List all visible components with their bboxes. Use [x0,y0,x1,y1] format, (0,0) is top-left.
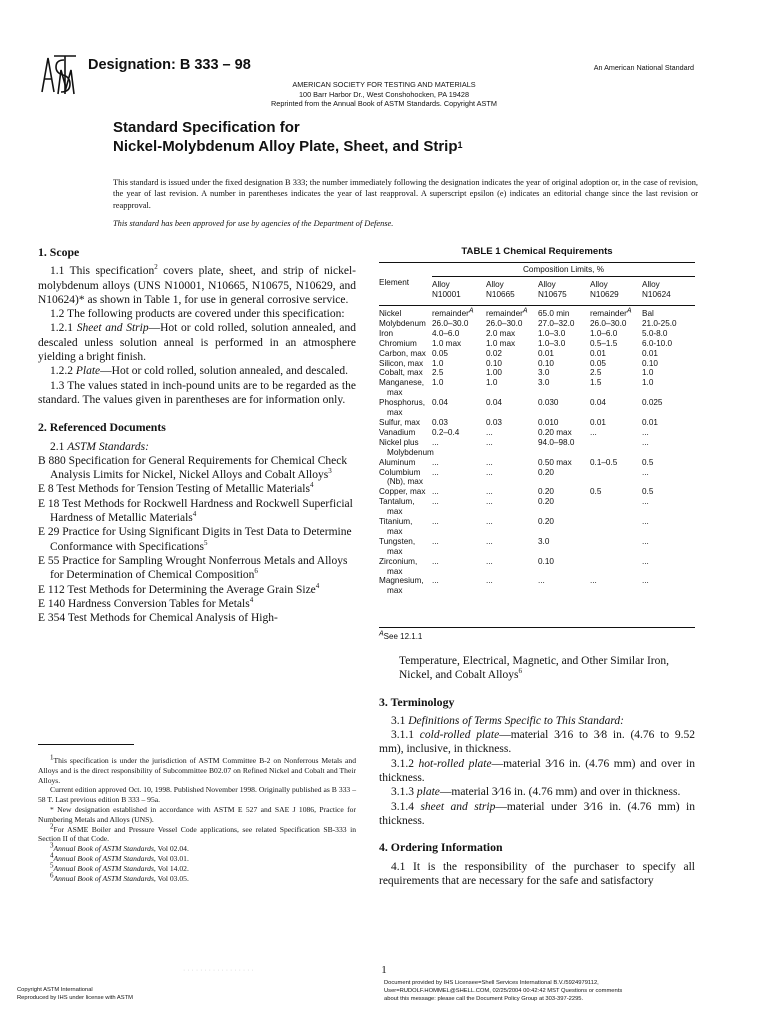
element-name-cont: max [387,388,403,398]
table-cell: 26.0–30.0 [432,318,469,328]
table-cell: 3.0 [538,536,550,546]
references-2-1: 2.1 ASTM Standards: [50,440,149,453]
table-cell: ... [432,536,439,546]
alloy-header: Alloy N10629 [590,280,619,299]
table-cell: 0.2–0.4 [432,427,460,437]
reference-item: E 18 Test Methods for Rockwell Hardness and Rockwell Superficial Hardness of Metallic Materials$^4$ [38,497,353,525]
element-name: Columbium [379,467,421,477]
table-cell: 1.0 [642,378,654,388]
table-cell: ... [486,517,493,527]
table-row-continuation [379,527,695,537]
reference-item: E 29 Practice for Using Significant Digits in Test Data to Determine Conformance with Specifications$^5$ [38,526,352,553]
table-cell: 1.0 max [486,338,516,348]
footnote-item: $^3$Annual Book of ASTM Standards, Vol 02.04. [50,841,189,854]
table-row [379,497,695,507]
table-cell: 0.030 [538,398,559,408]
table-cell: ... [486,487,493,497]
element-name: Tungsten, [379,536,416,546]
table-cell: ... [486,467,493,477]
table-cell: 2.0 max [486,328,516,338]
element-name: Chromium [379,338,417,348]
element-name: Carbon, max [379,348,426,358]
table-cell: 27.0–32.0 [538,318,575,328]
table-cell: 5.0-8.0 [642,328,668,338]
table-row-continuation [379,567,695,577]
table-cell: 0.03 [486,417,502,427]
table-cell: 0.01 [590,417,606,427]
footnote-item: * New designation established in accordance with ASTM E 527 and SAE J 1086, Practice for Numbering Metals and Alloys (UNS). [38,804,356,824]
element-name: Sulfur, max [379,417,420,427]
footnote-mark: 4 [50,851,54,860]
table-row [379,378,695,388]
table-cell: remainder$^A$ [432,307,474,318]
table-cell: 26.0–30.0 [486,318,523,328]
table-cell: ... [642,427,649,437]
table-cell: 0.1–0.5 [590,457,618,467]
footnote-item: $^5$Annual Book of ASTM Standards, Vol 14.02. [50,861,189,873]
footnote-mark: 1 [50,753,54,762]
table-cell: 65.0 min [538,309,570,318]
table-cell: 0.01 [590,348,606,358]
table-cell: 94.0–98.0 [538,437,575,447]
page-number: 1 [381,964,387,976]
table-cell [590,438,642,448]
issuance-notice: This standard is issued under the fixed designation B 333; the number immediately following the designation indicates the year of original adoption or, in the case of revision, the year of last revision. A number in parentheses indicates the year of last reapproval. A superscript epsilon (e) indicates an editorial change since the last revision or reapproval. [113,178,698,210]
element-name-cont: max [387,526,403,536]
table-cell: ... [642,576,649,586]
footnote-item: $^4$Annual Book of ASTM Standards, Vol 03.01. [50,851,189,863]
table-cell: ... [486,536,493,546]
reference-item: B 880 Specification for General Requirements for Chemical Check Analysis Limits for Nickel, Nickel Alloys and Cobalt Alloys$^3$ [38,454,348,482]
element-name: Nickel [379,309,402,318]
table-row [379,309,695,319]
right-column [379,654,695,888]
table-cell: ... [486,427,493,437]
table-cell [590,557,642,567]
element-name-cont: max [387,546,403,556]
alloy-header: Alloy N10675 [538,280,567,299]
table-row [379,458,695,468]
scope-heading: 1. Scope [38,245,80,259]
element-name-cont: Molybdenum [387,447,434,457]
reference-item: E 55 Practice for Sampling Wrought Nonferrous Metals and Alloys for Determination of Chemical Composition$^6$ [38,554,348,582]
element-name-cont: max [387,566,403,576]
terminology-heading: 3. Terminology [379,694,455,709]
terminology-3-1-4: 3.1.4 sheet and strip—material under 3⁄16 in. (4.76 mm) in thickness. [379,800,695,827]
national-standard-label: An American National Standard [593,63,694,72]
scope-1-2: 1.2 The following products are covered under this specification: [50,308,345,321]
reference-item: E 140 Hardness Conversion Tables for Metals$^4$ [38,596,254,610]
table-row [379,329,695,339]
table-cell: 1.0 [432,358,444,368]
table-cell [590,497,642,507]
faint-watermark-text: · · · · · · · · · · · · · · · · · [183,967,254,974]
table-row [379,418,695,428]
scope-1-2-1: 1.2.1 Sheet and Strip—Hot or cold rolled, solution annealed, and descaled unless solution anneal is performed in an atmosphere yielding a bright finish. [38,322,356,364]
table-cell: 1.0–3.0 [538,338,566,348]
footnote-item: $^1$This specification is under the jurisdiction of ASTM Committee B-2 on Nonferrous Metals and Alloys and is the direct responsibility of Subcommittee B02.07 on Refined Nickel and Cobalt and Their Alloys. [38,753,356,785]
left-column [38,245,356,625]
element-name: Aluminum [379,457,416,467]
table-footnote-text: See 12.1.1 [383,632,423,641]
table-cell: 1.0 max [432,338,462,348]
table-row [379,339,695,349]
terminology-3-1-2: 3.1.2 hot-rolled plate—material 3⁄16 in. (4.76 mm) and over in thickness. [379,757,695,785]
table-cell: ... [432,556,439,566]
alloy-header: Alloy N10665 [486,280,515,299]
reference-list [38,454,356,626]
element-name: Silicon, max [379,358,424,368]
table-row-continuation [379,586,695,596]
footnotes [38,753,356,883]
table-cell: 1.0 [486,378,498,388]
element-name: Molybdenum [379,318,426,328]
table-cell: ... [590,427,597,437]
table-cell: 0.01 [642,348,658,358]
table-row [379,576,695,586]
footnote-mark: 3 [50,841,54,850]
element-name: Iron [379,328,394,338]
table-cell: 26.0–30.0 [590,318,627,328]
footnote-mark: 5 [50,861,54,870]
table-row [379,517,695,527]
table-row-continuation [379,547,695,557]
table-row [379,428,695,438]
table-cell: 1.0 [642,368,654,378]
table-cell: 0.02 [486,348,502,358]
element-name: Copper, max [379,487,426,497]
footnote-item: Current edition approved Oct. 10, 1998. Published November 1998. Originally published as B 333 – 58 T. Last previous edition B 333 – 95a. [38,785,356,805]
table-cell: ... [642,497,649,507]
ordering-4-1: 4.1 It is the responsibility of the purchaser to specify all requirements that are necessary for the safe and satisfactory [379,860,695,887]
table-cell: 1.0–3.0 [538,328,566,338]
table-cell: 1.5 [590,378,602,388]
element-name-cont: max [387,507,403,517]
table-cell [590,537,642,547]
scope-1-1: 1.1 This specification$^2$ covers plate, sheet, and strip of nickel-molybdenum alloys (UNS N10001, N10665, N10675, N10629, and N10624)* as shown in Table 1, for use in general corrosive service. [38,263,356,306]
dod-approval-note: This standard has been approved for use by agencies of the Department of Defense. [113,219,394,228]
table-row [379,359,695,369]
table-cell: ... [486,457,493,467]
table-cell: ... [432,467,439,477]
terminology-3-1-1: 3.1.1 cold-rolled plate—material 3⁄16 to 3⁄8 in. (4.76 to 9.52 mm), inclusive, in thickness. [379,729,696,756]
table-cell: 6.0-10.0 [642,338,673,348]
reprint-notice: Reprinted from the Annual Book of ASTM Standards. Copyright ASTM [271,99,497,108]
element-name: Tantalum, [379,497,415,507]
table-cell: 0.04 [432,398,448,408]
reference-continuation: Temperature, Electrical, Magnetic, and Other Similar Iron, Nickel, and Cobalt Alloys$^6$ [399,655,669,682]
table-cell: 0.5 [642,487,654,497]
table-cell: ... [642,437,649,447]
table-row [379,487,695,497]
table-cell: 4.0–6.0 [432,328,460,338]
table-row-continuation [379,388,695,398]
table-cell: ... [432,576,439,586]
society-address [0,80,768,109]
references-heading: 2. Referenced Documents [38,420,166,435]
table-rule [379,627,695,628]
table-cell: Bal [642,309,654,318]
reference-item: E 8 Test Methods for Tension Testing of Metallic Materials$^4$ [38,481,314,496]
page-title [113,119,463,156]
table-cell: remainder$^A$ [486,307,528,318]
reference-item: E 354 Test Methods for Chemical Analysis of High- [38,612,278,625]
table-row-continuation [379,448,695,458]
table-cell: 3.0 [538,378,550,388]
footnote-divider [38,744,134,745]
table-cell: 0.10 [538,358,554,368]
table-row-continuation [379,408,695,418]
table-cell: ... [538,576,545,586]
table-cell: ... [432,517,439,527]
table-cell: 0.20 max [538,427,572,437]
table-cell: ... [486,576,493,586]
table-cell: 0.20 [538,517,554,527]
table-cell: ... [486,497,493,507]
table-cell: 0.05 [432,348,448,358]
element-name: Magnesium, [379,576,424,586]
table-cell: ... [432,457,439,467]
table-cell [590,517,642,527]
table-cell: 1.0 [432,378,444,388]
table-cell: ... [432,437,439,447]
table-cell: 0.05 [590,358,606,368]
table-cell: 0.01 [642,417,658,427]
table-cell: 0.10 [538,556,554,566]
element-name: Phosphorus, [379,398,425,408]
table-row [379,398,695,408]
scope-1-3: 1.3 The values stated in inch-pound units are to be regarded as the standard. The values given in parentheses are for information only. [38,379,356,406]
title-line-1: Standard Specification for [113,119,300,136]
table-cell: 0.04 [486,398,502,408]
title-footnote-mark: 1 [457,139,463,150]
table-cell: 0.20 [538,497,554,507]
table-cell: ... [590,576,597,586]
table-cell: 0.04 [590,398,606,408]
table1-title: TABLE 1 Chemical Requirements [461,246,613,257]
table-cell: 0.5 [590,487,602,497]
table-cell: 0.5 [642,457,654,467]
footnote-item: $^2$For ASME Boiler and Pressure Vessel Code applications, see related Specification SB-333 in Section II of that Code. [38,822,356,844]
table-row [379,468,695,478]
table-cell: 0.010 [538,417,559,427]
element-name: Cobalt, max [379,368,423,378]
element-column-header: Element [379,278,410,287]
alloy-headers [432,280,695,300]
table-row-continuation [379,507,695,517]
table-cell: ... [642,536,649,546]
table-row [379,319,695,329]
table-cell: ... [642,517,649,527]
table-rule [379,305,695,306]
title-line-2: Nickel-Molybdenum Alloy Plate, Sheet, and Strip [113,137,458,155]
table-row [379,438,695,448]
table-cell: 2.5 [590,368,602,378]
table-cell: ... [486,556,493,566]
table-cell: 0.50 max [538,457,572,467]
table-cell: 21.0-25.0 [642,318,677,328]
footnote-mark: 6 [50,871,54,880]
table-cell: 0.03 [432,417,448,427]
society-name: AMERICAN SOCIETY FOR TESTING AND MATERIALS [292,80,476,89]
composition-group-header: Composition Limits, % [523,265,604,274]
table-cell: 1.00 [486,368,502,378]
terminology-3-1-3: 3.1.3 plate—material 3⁄16 in. (4.76 mm) and over in thickness. [391,786,681,799]
element-name: Titanium, [379,517,413,527]
table-cell: 0.025 [642,398,663,408]
table-rule [432,276,695,277]
table-cell: ... [642,556,649,566]
footnote-mark: 2 [50,822,54,831]
table-row-continuation [379,477,695,487]
scope-1-2-2: 1.2.2 Plate—Hot or cold rolled, solution annealed, and descaled. [50,365,348,378]
terminology-3-1: 3.1 Definitions of Terms Specific to This Standard: [391,714,624,727]
element-name: Zirconium, [379,556,418,566]
ihs-license-notice: Document provided by IHS Licensee=Shell Services International B.V./5924979112, User=RUDOLF.HOMMEL@SHELL.COM, 02/25/2004 00:42:42 MST Questions or comments about this message: please call the Document Policy Group at 303-397-2295. [384,980,623,1002]
table-cell: ... [432,487,439,497]
alloy-header: Alloy N10624 [642,280,671,299]
table-cell: 1.0–6.0 [590,328,618,338]
table-body [379,309,695,596]
table-row [379,368,695,378]
table-row [379,537,695,547]
table-cell: 0.20 [538,467,554,477]
table-cell: 0.01 [538,348,554,358]
element-name: Vanadium [379,427,416,437]
table-row [379,349,695,359]
table-cell: ... [486,437,493,447]
element-name-cont: max [387,586,403,596]
table-header [379,262,695,304]
designation: Designation: B 333 – 98 [88,57,251,73]
copyright-notice: Copyright ASTM International Reproduced by IHS under license with ASTM [17,987,133,1001]
table-cell: 0.10 [486,358,502,368]
table-cell: 0.5–1.5 [590,338,618,348]
table-cell: ... [642,467,649,477]
element-name-cont: max [387,408,403,418]
table-cell: 3.0 [538,368,550,378]
table-cell: 2.5 [432,368,444,378]
element-name-cont: (Nb), max [387,477,423,487]
reference-item: E 112 Test Methods for Determining the Average Grain Size$^4$ [38,581,320,596]
table-cell: remainder$^A$ [590,307,632,318]
footnote-item: $^6$Annual Book of ASTM Standards, Vol 03.05. [50,871,189,883]
table-row [379,557,695,567]
ordering-heading: 4. Ordering Information [379,840,503,855]
table-cell [590,468,642,478]
table-footnote: $^A$See 12.1.1 [379,630,423,641]
table-cell: 0.10 [642,358,658,368]
alloy-header: Alloy N10001 [432,280,461,299]
element-name: Manganese, [379,378,425,388]
table-cell: ... [432,497,439,507]
table-cell: 0.20 [538,487,554,497]
society-address-line: 100 Barr Harbor Dr., West Conshohocken, PA 19428 [298,89,470,99]
element-name: Nickel plus [379,437,419,447]
